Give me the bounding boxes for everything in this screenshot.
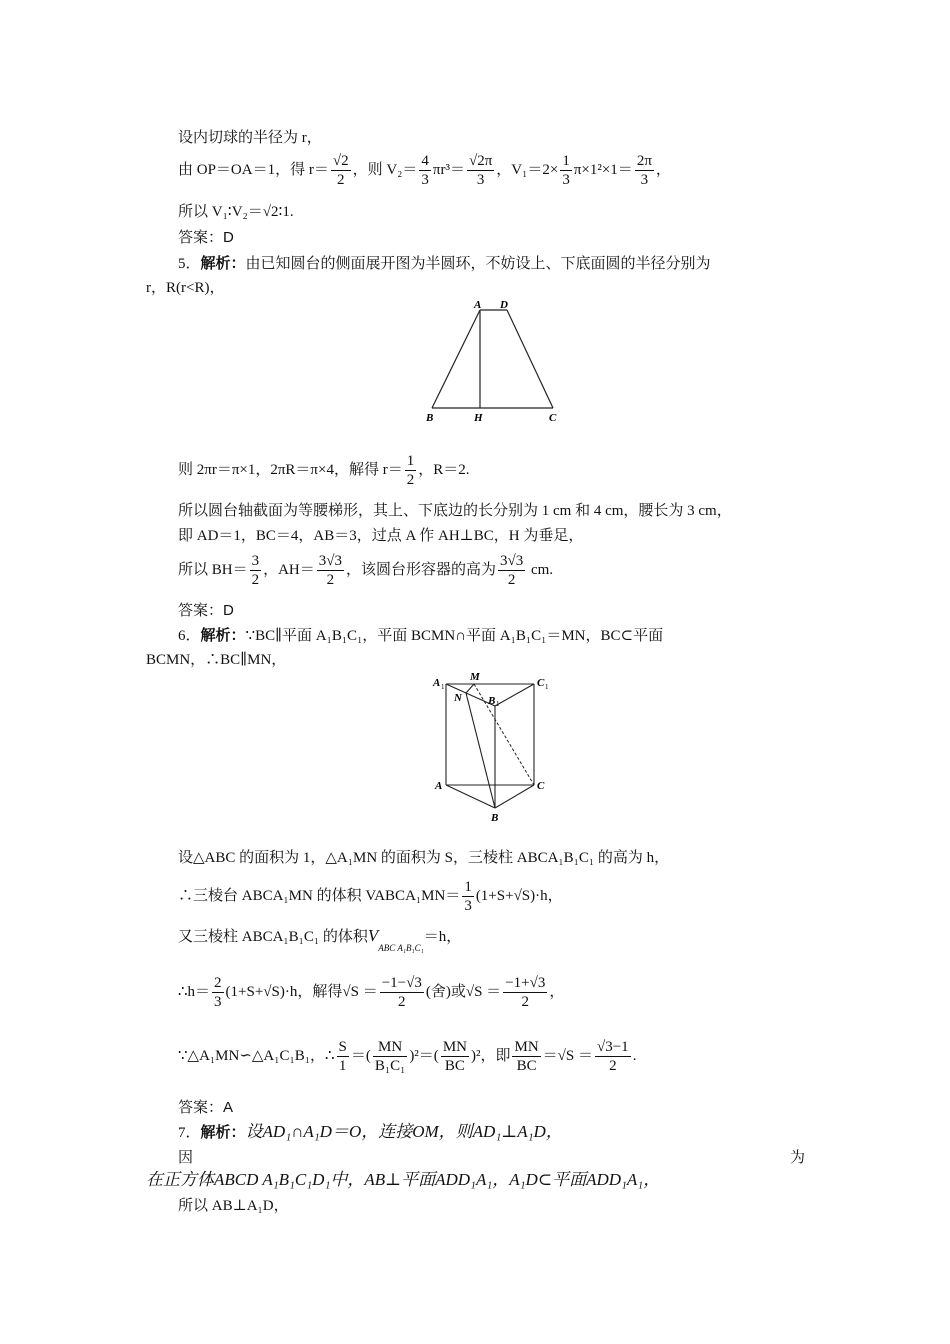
- numerator: √2: [332, 153, 349, 170]
- denominator: B₁C₁: [374, 1058, 406, 1075]
- fraction: [331, 152, 351, 189]
- text-segment: ∴三棱台 ABCA₁MN 的体积 VABCA₁MN＝: [178, 888, 461, 904]
- text-segment: ＝h，: [423, 929, 462, 945]
- numerator: 3√3: [500, 553, 524, 570]
- denominator: 3: [640, 172, 649, 189]
- fraction: [498, 552, 525, 589]
- numerator: 1: [562, 153, 570, 170]
- text-line: 即 AD＝1，BC＝4，AB＝3，过点 A 作 AH⊥BC，H 为垂足，: [178, 528, 584, 544]
- analysis-label: 解析：: [200, 255, 246, 272]
- question-number: 6．: [178, 628, 201, 644]
- numerator: 3: [251, 553, 260, 570]
- label-B: B: [491, 812, 499, 824]
- text-segment: π×1²×1＝: [573, 162, 633, 178]
- text-segment: ∴h＝: [178, 984, 211, 1000]
- text-segment: ∵BC∥平面 A₁B₁C₁，平面 BCMN∩平面 A₁B₁C₁＝MN，BC⊂平面: [245, 628, 664, 644]
- text-fragment: 因: [178, 1150, 194, 1166]
- denominator: 3: [562, 172, 570, 189]
- question-number: 5．: [178, 256, 201, 272]
- label-D: D: [500, 299, 508, 311]
- line-DC: [507, 310, 553, 408]
- label-C: C: [537, 780, 545, 792]
- denominator: 3: [476, 172, 485, 189]
- text-segment: 则 2πr＝π×1，2πR＝π×4，解得 r＝: [178, 462, 403, 478]
- text-segment: 设AD₁∩A₁D＝O，连接OM，则AD₁⊥A₁D，: [245, 1122, 563, 1141]
- text-line: 所以 V₁∶V₂＝√2∶1.: [178, 204, 294, 220]
- text-segment: 又三棱柱 ABCA₁B₁C₁ 的体积: [178, 929, 368, 945]
- text-segment: πr³＝: [432, 162, 465, 178]
- text-segment: (1+S+√S)·h，解得√S ＝: [225, 984, 378, 1000]
- numerator: −1−√3: [381, 975, 422, 992]
- text-line: 设△ABC 的面积为 1，△A₁MN 的面积为 S，三棱柱 ABCA₁B₁C₁ 的高为 h，: [178, 850, 670, 866]
- prism-figure: [430, 668, 560, 828]
- formula-line: [178, 150, 671, 190]
- denominator: 2: [521, 994, 530, 1011]
- text-segment: )²，即: [470, 1048, 511, 1064]
- text-segment: ＝(: [350, 1048, 371, 1064]
- label-A: A: [474, 299, 482, 311]
- label-C1-sub: 1: [545, 683, 549, 691]
- denominator: 2: [406, 472, 415, 489]
- volume-subscript: ABC A₁B₁C₁: [378, 943, 424, 953]
- fraction: [373, 1038, 407, 1075]
- answer-line: 答案：D: [178, 229, 234, 246]
- label-H: H: [474, 412, 483, 424]
- line-NB: [466, 693, 495, 808]
- numerator: 1: [406, 453, 415, 470]
- numerator: 3√3: [318, 553, 342, 570]
- denominator: 3: [421, 172, 429, 189]
- text-line: 在正方体ABCD A₁B₁C₁D₁中，AB⊥平面ADD₁A₁，A₁D⊂平面ADD₁A₁，: [146, 1170, 661, 1189]
- line-AB: [432, 310, 480, 408]
- denominator: 2: [336, 172, 345, 189]
- label-C1: C: [537, 677, 545, 689]
- denominator: BC: [516, 1058, 537, 1075]
- edge-BC: [495, 785, 534, 808]
- numerator: 1: [464, 879, 472, 896]
- numerator: MN: [442, 1039, 467, 1056]
- denominator: 2: [398, 994, 406, 1011]
- question-number: 7．: [178, 1125, 201, 1141]
- analysis-label: 解析：: [200, 627, 246, 644]
- text-line: 所以圆台轴截面为等腰梯形，其上、下底边的长分别为 1 cm 和 4 cm，腰长为 3 cm，: [178, 503, 732, 519]
- numerator: −1+√3: [505, 975, 546, 992]
- text-segment: ，: [655, 162, 671, 178]
- denominator: BC: [444, 1058, 465, 1075]
- fraction: [595, 1038, 631, 1075]
- answer-line: 答案：D: [178, 602, 234, 619]
- label-B: B: [426, 412, 434, 424]
- denominator: 2: [507, 572, 516, 589]
- label-B1-sub: 1: [496, 700, 500, 708]
- fraction: [419, 152, 431, 189]
- text-segment: 由已知圆台的侧面展开图为半圆环，不妨设上、下底面圆的半径分别为: [245, 256, 711, 272]
- denominator: 2: [609, 1058, 617, 1075]
- formula-line: [178, 926, 461, 958]
- text-segment: 由 OP＝OA＝1，得 r＝: [178, 162, 329, 178]
- text-segment: ＝√S ＝: [542, 1048, 593, 1064]
- text-segment: ，AH＝: [263, 562, 315, 578]
- edge-B1C1: [495, 684, 534, 706]
- numerator: MN: [514, 1039, 539, 1056]
- text-line: 设内切球的半径为 r，: [178, 130, 322, 146]
- fraction: [337, 1038, 349, 1075]
- text-segment: (1+S+√S)·h，: [475, 888, 563, 904]
- text-segment: ，R＝2.: [418, 462, 470, 478]
- label-A1: A: [433, 677, 441, 689]
- text-segment: ，V₁＝2×: [496, 162, 559, 178]
- fraction: [512, 1038, 540, 1075]
- question-6-line: [178, 626, 663, 646]
- label-A: A: [435, 780, 443, 792]
- denominator: 3: [214, 994, 222, 1011]
- fraction: [405, 452, 417, 489]
- numerator: 4: [421, 153, 429, 170]
- formula-line: [178, 876, 563, 916]
- text-line: BCMN，∴BC∥MN，: [146, 652, 287, 668]
- fraction: [441, 1038, 469, 1075]
- text-segment: cm.: [527, 562, 554, 578]
- fraction: [212, 974, 224, 1011]
- trapezoid-figure: [420, 296, 570, 426]
- edge-AB: [446, 785, 495, 808]
- formula-line: [178, 550, 553, 590]
- numerator: √2π: [468, 153, 493, 170]
- formula-line: [178, 1036, 636, 1076]
- fraction: [503, 974, 547, 1011]
- text-segment: 所以 BH＝: [178, 562, 248, 578]
- fraction: [250, 552, 262, 589]
- numerator: S: [338, 1039, 347, 1056]
- text-segment: (舍)或√S ＝: [425, 984, 502, 1000]
- label-A1-sub: 1: [441, 683, 445, 691]
- text-segment: ，: [549, 984, 565, 1000]
- text-segment: ，则 V₂＝: [352, 162, 418, 178]
- text-segment: .: [632, 1048, 637, 1064]
- analysis-label: 解析：: [200, 1124, 246, 1141]
- fraction: [380, 974, 424, 1011]
- fraction: [317, 552, 344, 589]
- fraction: [467, 152, 494, 189]
- denominator: 2: [326, 572, 335, 589]
- numerator: √3−1: [596, 1039, 629, 1056]
- numerator: 2π: [636, 153, 652, 170]
- denominator: 3: [464, 898, 472, 915]
- fraction: [462, 878, 474, 915]
- label-B1: B: [488, 695, 496, 707]
- line-MN: [466, 684, 474, 693]
- label-N: N: [454, 692, 462, 704]
- text-segment: ，该圆台形容器的高为: [346, 562, 497, 578]
- label-M: M: [470, 671, 480, 683]
- denominator: 1: [338, 1058, 347, 1075]
- text-segment: ∵△A₁MN∽△A₁C₁B₁，∴: [178, 1048, 335, 1064]
- fraction: [635, 152, 654, 189]
- fraction: [560, 152, 572, 189]
- text-line: r，R(r<R)，: [146, 280, 225, 296]
- label-C: C: [549, 412, 557, 424]
- question-5-line: [178, 254, 711, 274]
- volume-symbol: V: [367, 926, 379, 945]
- formula-line: [178, 450, 469, 490]
- line-MC-dashed: [474, 684, 534, 785]
- numerator: 2: [214, 975, 222, 992]
- text-segment: )²＝(: [409, 1048, 439, 1064]
- answer-line: 答案：A: [178, 1099, 234, 1116]
- numerator: MN: [373, 1038, 407, 1057]
- text-fragment: 为: [790, 1150, 806, 1166]
- denominator: 2: [251, 572, 260, 589]
- text-line: 所以 AB⊥A₁D，: [178, 1198, 289, 1214]
- question-7-line: [178, 1122, 563, 1143]
- formula-line: [178, 972, 564, 1012]
